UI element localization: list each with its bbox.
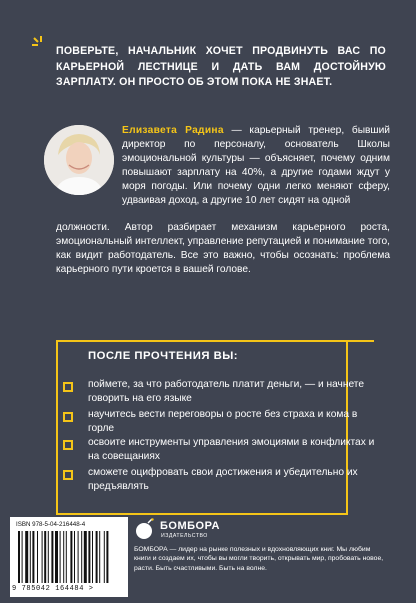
author-bio — [122, 124, 390, 207]
bullet-square-icon — [63, 382, 73, 392]
isbn-number: ISBN 978-5-04-216448-4 — [16, 521, 86, 528]
benefit-item: научитесь вести переговоры о росте без страха и кома в горле — [88, 409, 358, 434]
author-bio-continued: должности. Автор разбирает механизм карьерного роста, эмоциональный интеллект, управление репутацией и понимание того, как видит работодатель. Все это важно, чтобы осознать: проблема карьерного пути кроется в вашей голове. — [56, 222, 390, 275]
author-photo — [44, 125, 114, 195]
benefit-item: освоите инструменты управления эмоциями в конфликтах и на совещаниях — [88, 437, 375, 462]
barcode-digits: 9 785042 164484 > — [12, 585, 94, 593]
bullet-square-icon — [63, 440, 73, 450]
author-name: Елизавета Радина — [122, 125, 224, 136]
barcode — [10, 517, 128, 597]
bullet-square-icon — [63, 470, 73, 480]
publisher-subtitle: ИЗДАТЕЛЬСТВО — [161, 533, 208, 539]
publisher-name: БОМБОРА — [160, 520, 220, 532]
publisher-tagline: БОМБОРА — лидер на рынке полезных и вдохновляющих книг. Мы любим книги и создаем их, чтобы вы могли творить, открывать мир, пробовать новое, расти. Быть счастливыми. Быть на волне. — [134, 546, 384, 572]
benefit-item: сможете оцифровать свои достижения и убедительно их предъявлять — [88, 467, 358, 492]
bullet-square-icon — [63, 412, 73, 422]
author-bio-intro: — карьерный тренер, бывший директор по персоналу, основатель Школы эмоциональной культуры — объясняет, почему одним повышают зарплату на 40%, а другие годами ждут у моря погоды. Или почему одни легко меняют сферу, удваивая доход, а другие 10 лет сидят на одной — [122, 125, 390, 206]
benefits-title: ПОСЛЕ ПРОЧТЕНИЯ ВЫ: — [88, 350, 239, 362]
benefit-item: поймете, за что работодатель платит деньги, — и начнете говорить на его языке — [88, 379, 365, 404]
cover-quote: ПОВЕРЬТЕ, НАЧАЛЬНИК ХОЧЕТ ПРОДВИНУТЬ ВАС ПО КАРЬЕРНОЙ ЛЕСТНИЦЕ И ДАТЬ ВАМ ДОСТОЙНУЮ ЗАРПЛАТУ. ОН ПРОСТО ОБ ЭТОМ ПОКА НЕ ЗНАЕТ. — [56, 45, 386, 88]
accent-mark-icon — [30, 34, 52, 56]
